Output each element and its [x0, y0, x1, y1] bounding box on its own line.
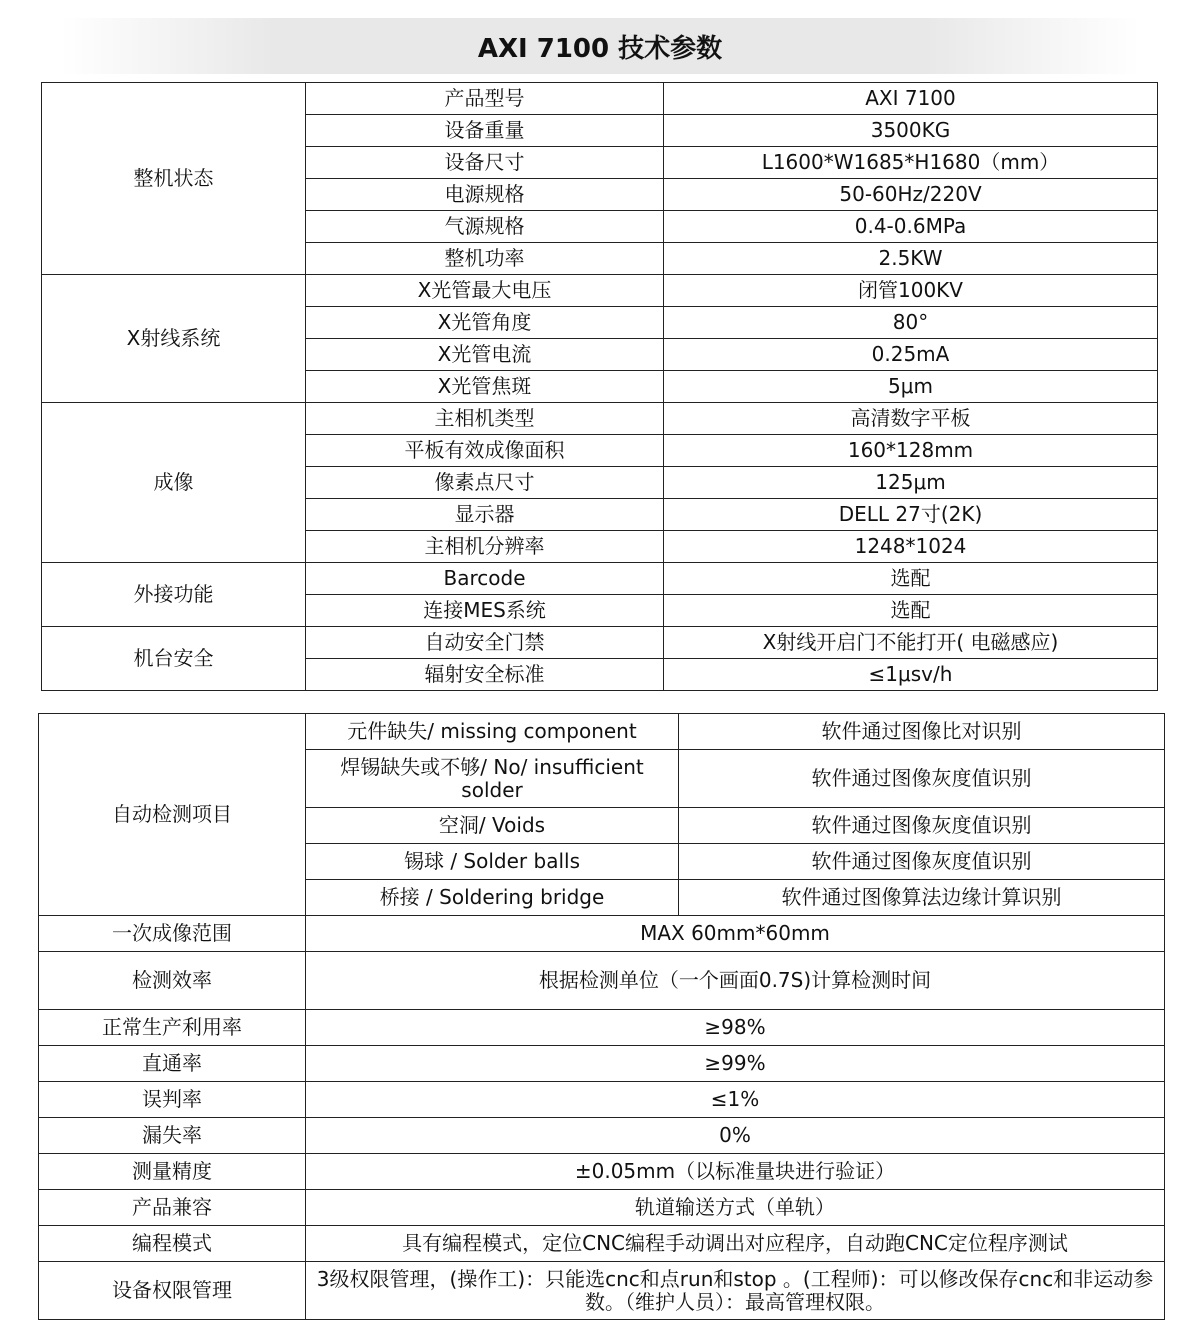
perf-value: 具有编程模式，定位CNC编程手动调出对应程序，自动跑CNC定位程序测试 — [306, 1226, 1165, 1262]
detection-method: 软件通过图像比对识别 — [679, 714, 1165, 750]
param-value: 1248*1024 — [664, 531, 1158, 563]
param-value: 50-60Hz/220V — [664, 179, 1158, 211]
perf-value: 0% — [306, 1118, 1165, 1154]
param-name: 电源规格 — [306, 179, 664, 211]
param-name: X光管角度 — [306, 307, 664, 339]
param-value: 160*128mm — [664, 435, 1158, 467]
detection-item: 焊锡缺失或不够/ No/ insufficient solder — [306, 750, 679, 808]
detection-item: 空洞/ Voids — [306, 808, 679, 844]
param-value: 0.25mA — [664, 339, 1158, 371]
perf-name: 测量精度 — [39, 1154, 306, 1190]
param-name: 设备重量 — [306, 115, 664, 147]
table-row — [39, 1046, 1165, 1082]
param-value: 闭管100KV — [664, 275, 1158, 307]
param-name: X光管焦斑 — [306, 371, 664, 403]
table-row — [39, 916, 1165, 952]
page-title: AXI 7100 技术参数 — [477, 33, 723, 64]
param-value: 选配 — [664, 595, 1158, 627]
group-label: 外接功能 — [42, 563, 306, 627]
param-name: 像素点尺寸 — [306, 467, 664, 499]
group-label: 整机状态 — [42, 83, 306, 275]
param-name: 连接MES系统 — [306, 595, 664, 627]
perf-value: 轨道输送方式（单轨） — [306, 1190, 1165, 1226]
detection-method: 软件通过图像算法边缘计算识别 — [679, 880, 1165, 916]
param-value: ≤1μsv/h — [664, 659, 1158, 691]
perf-name: 一次成像范围 — [39, 916, 306, 952]
perf-value: MAX 60mm*60mm — [306, 916, 1165, 952]
param-value: X射线开启门不能打开( 电磁感应) — [664, 627, 1158, 659]
param-name: 主相机类型 — [306, 403, 664, 435]
table-row — [39, 1262, 1165, 1320]
param-name: 辐射安全标准 — [306, 659, 664, 691]
param-name: X光管电流 — [306, 339, 664, 371]
param-name: 自动安全门禁 — [306, 627, 664, 659]
detection-table — [38, 713, 1165, 1320]
table-row — [39, 1190, 1165, 1226]
detection-item: 桥接 / Soldering bridge — [306, 880, 679, 916]
title-bar — [60, 18, 1140, 74]
group-label: 机台安全 — [42, 627, 306, 691]
perf-name: 检测效率 — [39, 952, 306, 1010]
param-value: L1600*W1685*H1680（mm） — [664, 147, 1158, 179]
table-row — [42, 627, 1158, 659]
param-value: 选配 — [664, 563, 1158, 595]
perf-value: ±0.05mm（以标准量块进行验证） — [306, 1154, 1165, 1190]
param-value: 0.4-0.6MPa — [664, 211, 1158, 243]
table-row — [39, 952, 1165, 1010]
param-value: 80° — [664, 307, 1158, 339]
perf-name: 直通率 — [39, 1046, 306, 1082]
param-name: 整机功率 — [306, 243, 664, 275]
param-value: AXI 7100 — [664, 83, 1158, 115]
param-name: 产品型号 — [306, 83, 664, 115]
param-value: 高清数字平板 — [664, 403, 1158, 435]
param-value: 2.5KW — [664, 243, 1158, 275]
perf-name: 设备权限管理 — [39, 1262, 306, 1320]
detection-label: 自动检测项目 — [39, 714, 306, 916]
table-row — [39, 1082, 1165, 1118]
table-row — [39, 1226, 1165, 1262]
table-row — [39, 1118, 1165, 1154]
perf-name: 误判率 — [39, 1082, 306, 1118]
table-row — [39, 1154, 1165, 1190]
table-row — [42, 403, 1158, 435]
perf-value: ≥98% — [306, 1010, 1165, 1046]
detection-method: 软件通过图像灰度值识别 — [679, 808, 1165, 844]
perf-value: ≤1% — [306, 1082, 1165, 1118]
param-value: DELL 27寸(2K) — [664, 499, 1158, 531]
param-name: 设备尺寸 — [306, 147, 664, 179]
param-name: 显示器 — [306, 499, 664, 531]
detection-item: 元件缺失/ missing component — [306, 714, 679, 750]
table-row — [39, 1010, 1165, 1046]
param-name: 平板有效成像面积 — [306, 435, 664, 467]
perf-name: 编程模式 — [39, 1226, 306, 1262]
spec-table — [41, 82, 1158, 691]
group-label: X射线系统 — [42, 275, 306, 403]
param-name: 气源规格 — [306, 211, 664, 243]
perf-value: 3级权限管理，(操作工)：只能选cnc和点run和stop 。(工程师)：可以修改保存cnc和非运动参数。（维护人员）：最高管理权限。 — [306, 1262, 1165, 1320]
table-row — [39, 714, 1165, 750]
perf-name: 产品兼容 — [39, 1190, 306, 1226]
param-value: 125μm — [664, 467, 1158, 499]
group-label: 成像 — [42, 403, 306, 563]
table-row — [42, 563, 1158, 595]
param-name: Barcode — [306, 563, 664, 595]
perf-value: 根据检测单位（一个画面0.7S)计算检测时间 — [306, 952, 1165, 1010]
param-value: 3500KG — [664, 115, 1158, 147]
param-name: 主相机分辨率 — [306, 531, 664, 563]
param-name: X光管最大电压 — [306, 275, 664, 307]
perf-name: 正常生产利用率 — [39, 1010, 306, 1046]
param-value: 5μm — [664, 371, 1158, 403]
detection-method: 软件通过图像灰度值识别 — [679, 844, 1165, 880]
table-row — [42, 83, 1158, 115]
perf-name: 漏失率 — [39, 1118, 306, 1154]
table-row — [42, 275, 1158, 307]
detection-method: 软件通过图像灰度值识别 — [679, 750, 1165, 808]
perf-value: ≥99% — [306, 1046, 1165, 1082]
detection-item: 锡球 / Solder balls — [306, 844, 679, 880]
